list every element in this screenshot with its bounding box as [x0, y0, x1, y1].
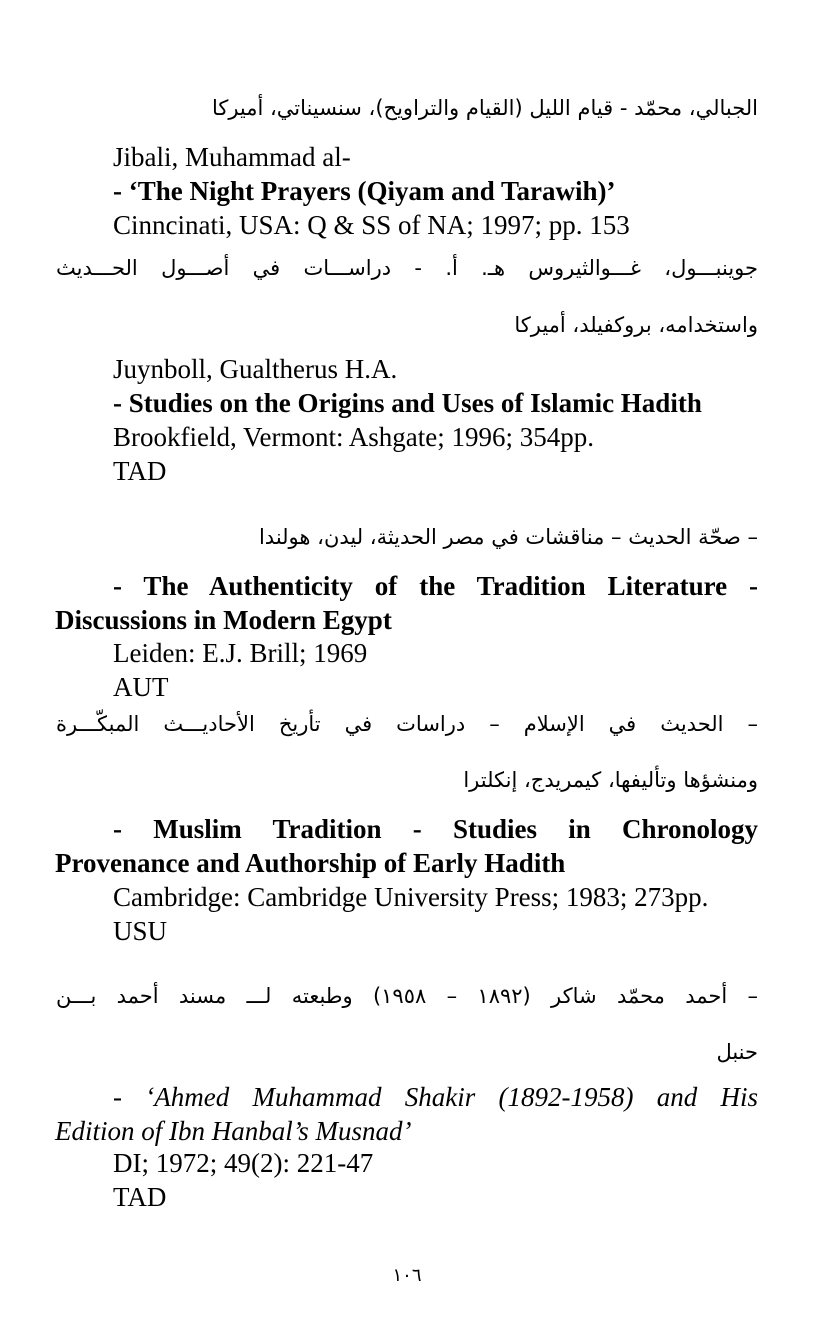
entry-3-code: AUT [113, 672, 169, 702]
entry-5-title [55, 1080, 758, 1148]
entry-3-publication: Leiden: E.J. Brill; 1969 [113, 638, 368, 668]
entry-1-arabic-line-1: الجبالي، محمّد - قيام الليل (القيام والتراويح)، سنسيناتي، أميركا [211, 96, 758, 120]
entry-5-publication: DI; 1972; 49(2): 221-47 [113, 1148, 374, 1178]
entry-2-publication: Brookfield, Vermont: Ashgate; 1996; 354pp. [113, 422, 594, 452]
entry-5-title-line-2: Edition of Ibn Hanbal’s Musnad’ [55, 1116, 412, 1146]
entry-2-arabic-line-1: جوينبـــول، غـــوالثيروس هـ. أ. - دراســـات في أصـــول الحـــديث [56, 256, 758, 280]
entry-3-title-line-1: - The Authenticity of the Tradition Literature - [113, 571, 758, 601]
entry-4-title-line-2: Provenance and Authorship of Early Hadith [55, 848, 566, 878]
entry-4-title-line-1: - Muslim Tradition - Studies in Chronology [113, 814, 758, 844]
entry-2-arabic-line-2: واستخدامه، بروكفيلد، أميركا [514, 313, 758, 337]
entry-2-author: Juynboll, Gualtherus H.A. [113, 354, 398, 384]
entry-2-title: - Studies on the Origins and Uses of Islamic Hadith [113, 388, 702, 418]
entry-1-publication: Cinncinati, USA: Q & SS of NA; 1997; pp. 153 [113, 210, 630, 240]
entry-1-title: - ‘The Night Prayers (Qiyam and Tarawih)’ [113, 176, 616, 206]
entry-1-author: Jibali, Muhammad al- [113, 142, 351, 172]
entry-4-arabic-line-1: – الحديث في الإسلام – دراسات في تأريخ الأحاديـــث المبكّـــرة [56, 712, 758, 736]
entry-4-title [55, 812, 758, 880]
entry-4-arabic-line-2: ومنشؤها وتأليفها، كيمريدج، إنكلترا [463, 768, 758, 792]
entry-5-arabic-line-1: – أحمد محمّد شاكر (١٨٩٢ – ١٩٥٨) وطبعته لـــ مسند أحمد بـــن [56, 984, 759, 1008]
entry-2-code: TAD [113, 456, 167, 486]
entry-4-code: USU [113, 916, 168, 946]
entry-5-title-line-1: - ‘Ahmed Muhammad Shakir (1892-1958) and His [113, 1082, 758, 1112]
entry-3-arabic-line-1: – صحّة الحديث – مناقشات في مصر الحديثة، ليدن، هولندا [258, 525, 758, 549]
entry-3-title [55, 569, 758, 637]
entry-5-code: TAD [113, 1182, 167, 1212]
page-number: ١٠٦ [392, 1265, 422, 1286]
entry-3-title-line-2: Discussions in Modern Egypt [55, 605, 392, 635]
entry-4-publication: Cambridge: Cambridge University Press; 1983; 273pp. [113, 882, 709, 912]
entry-5-arabic-line-2: حنبل [716, 1040, 758, 1064]
